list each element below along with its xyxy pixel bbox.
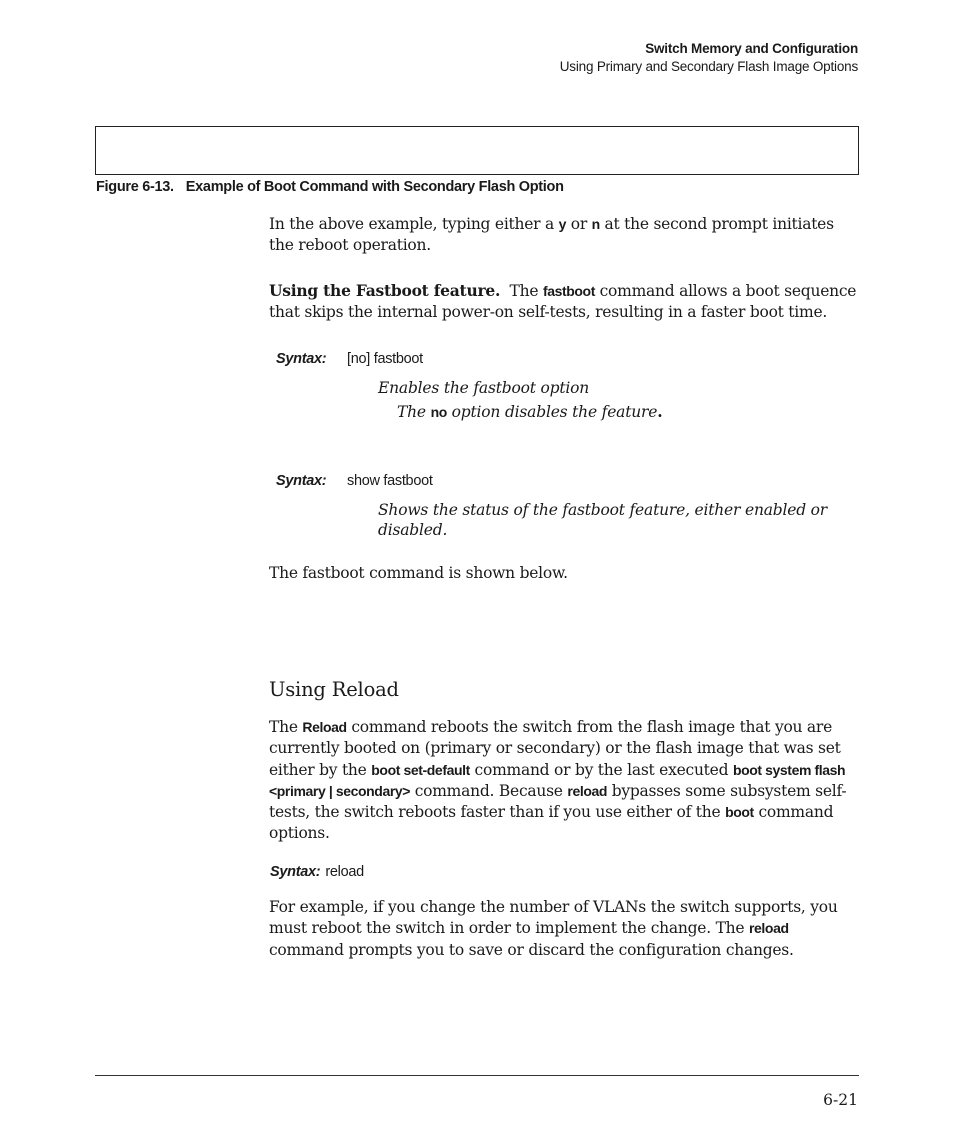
syntax-label: Syntax:	[276, 473, 327, 489]
command-boot: boot	[725, 804, 754, 821]
text: or	[566, 215, 592, 233]
text: command. Because	[410, 781, 568, 800]
syntax-description: Enables the fastboot option	[378, 379, 590, 397]
paragraph-reload	[269, 717, 859, 845]
text: The	[397, 403, 431, 421]
running-header-subtitle: Using Primary and Secondary Flash Image Options	[559, 59, 858, 74]
text: command or by the last executed	[469, 760, 733, 779]
figure-title: Example of Boot Command with Secondary Flash Option	[185, 179, 564, 195]
syntax-label: Syntax:	[276, 351, 327, 367]
run-in-heading: Using the Fastboot feature.	[269, 281, 501, 300]
section-heading: Using Reload	[269, 678, 399, 701]
figure-box	[95, 126, 859, 175]
syntax-value: reload	[325, 864, 364, 880]
paragraph-fastboot-shown: The fastboot command is shown below.	[269, 564, 568, 582]
command-fastboot: fastboot	[542, 283, 595, 299]
text: The	[269, 718, 303, 736]
command-n: n	[591, 216, 600, 232]
text: at the second prompt initiates the reboot operation.	[269, 215, 834, 255]
figure-number: Figure 6-13.	[96, 179, 174, 195]
text: option disables the feature	[446, 403, 658, 421]
footer-rule	[95, 1075, 859, 1076]
syntax-line-reload	[270, 861, 364, 880]
syntax-description: Shows the status of the fastboot feature, either enabled or disabled.	[378, 501, 828, 539]
command-reload: Reload	[302, 719, 347, 735]
running-header-title: Switch Memory and Configuration	[645, 41, 858, 56]
syntax-label: Syntax:	[270, 864, 321, 880]
text: command reboots the switch from the flash image that you are currently booted on (primary or secondary) or the flash image that was set either by the	[269, 718, 841, 779]
paragraph-boot-prompt	[269, 214, 859, 257]
command-reload: reload	[749, 920, 789, 937]
syntax-value: show fastboot	[347, 473, 433, 489]
figure-caption	[96, 179, 564, 195]
text: .	[657, 402, 663, 421]
syntax-description-note	[397, 402, 867, 423]
text: In the above example, typing either a	[269, 215, 559, 233]
command-reload: reload	[567, 782, 608, 799]
command-y: y	[558, 216, 567, 232]
paragraph-vlan-example	[269, 897, 859, 961]
text: command prompts you to save or discard the configuration changes.	[269, 940, 794, 959]
page-number: 6-21	[823, 1091, 858, 1109]
text: The	[509, 282, 543, 300]
command-no: no	[430, 404, 447, 420]
text: bypasses some subsystem self-tests, the switch reboots faster than if you use either of the	[269, 781, 847, 822]
command-boot-system-flash: boot system flash <primary | secondary>	[269, 761, 846, 799]
paragraph-fastboot	[269, 280, 859, 324]
command-boot-set-default: boot set-default	[371, 761, 470, 778]
syntax-value: [no] fastboot	[347, 351, 423, 367]
text: For example, if you change the number of VLANs the switch supports, you must reboot the switch in order to implement the change. The	[269, 898, 838, 938]
text: command options.	[269, 803, 834, 843]
text: command allows a boot sequence that skips the internal power-on self-tests, resulting in a faster boot time.	[269, 282, 857, 322]
